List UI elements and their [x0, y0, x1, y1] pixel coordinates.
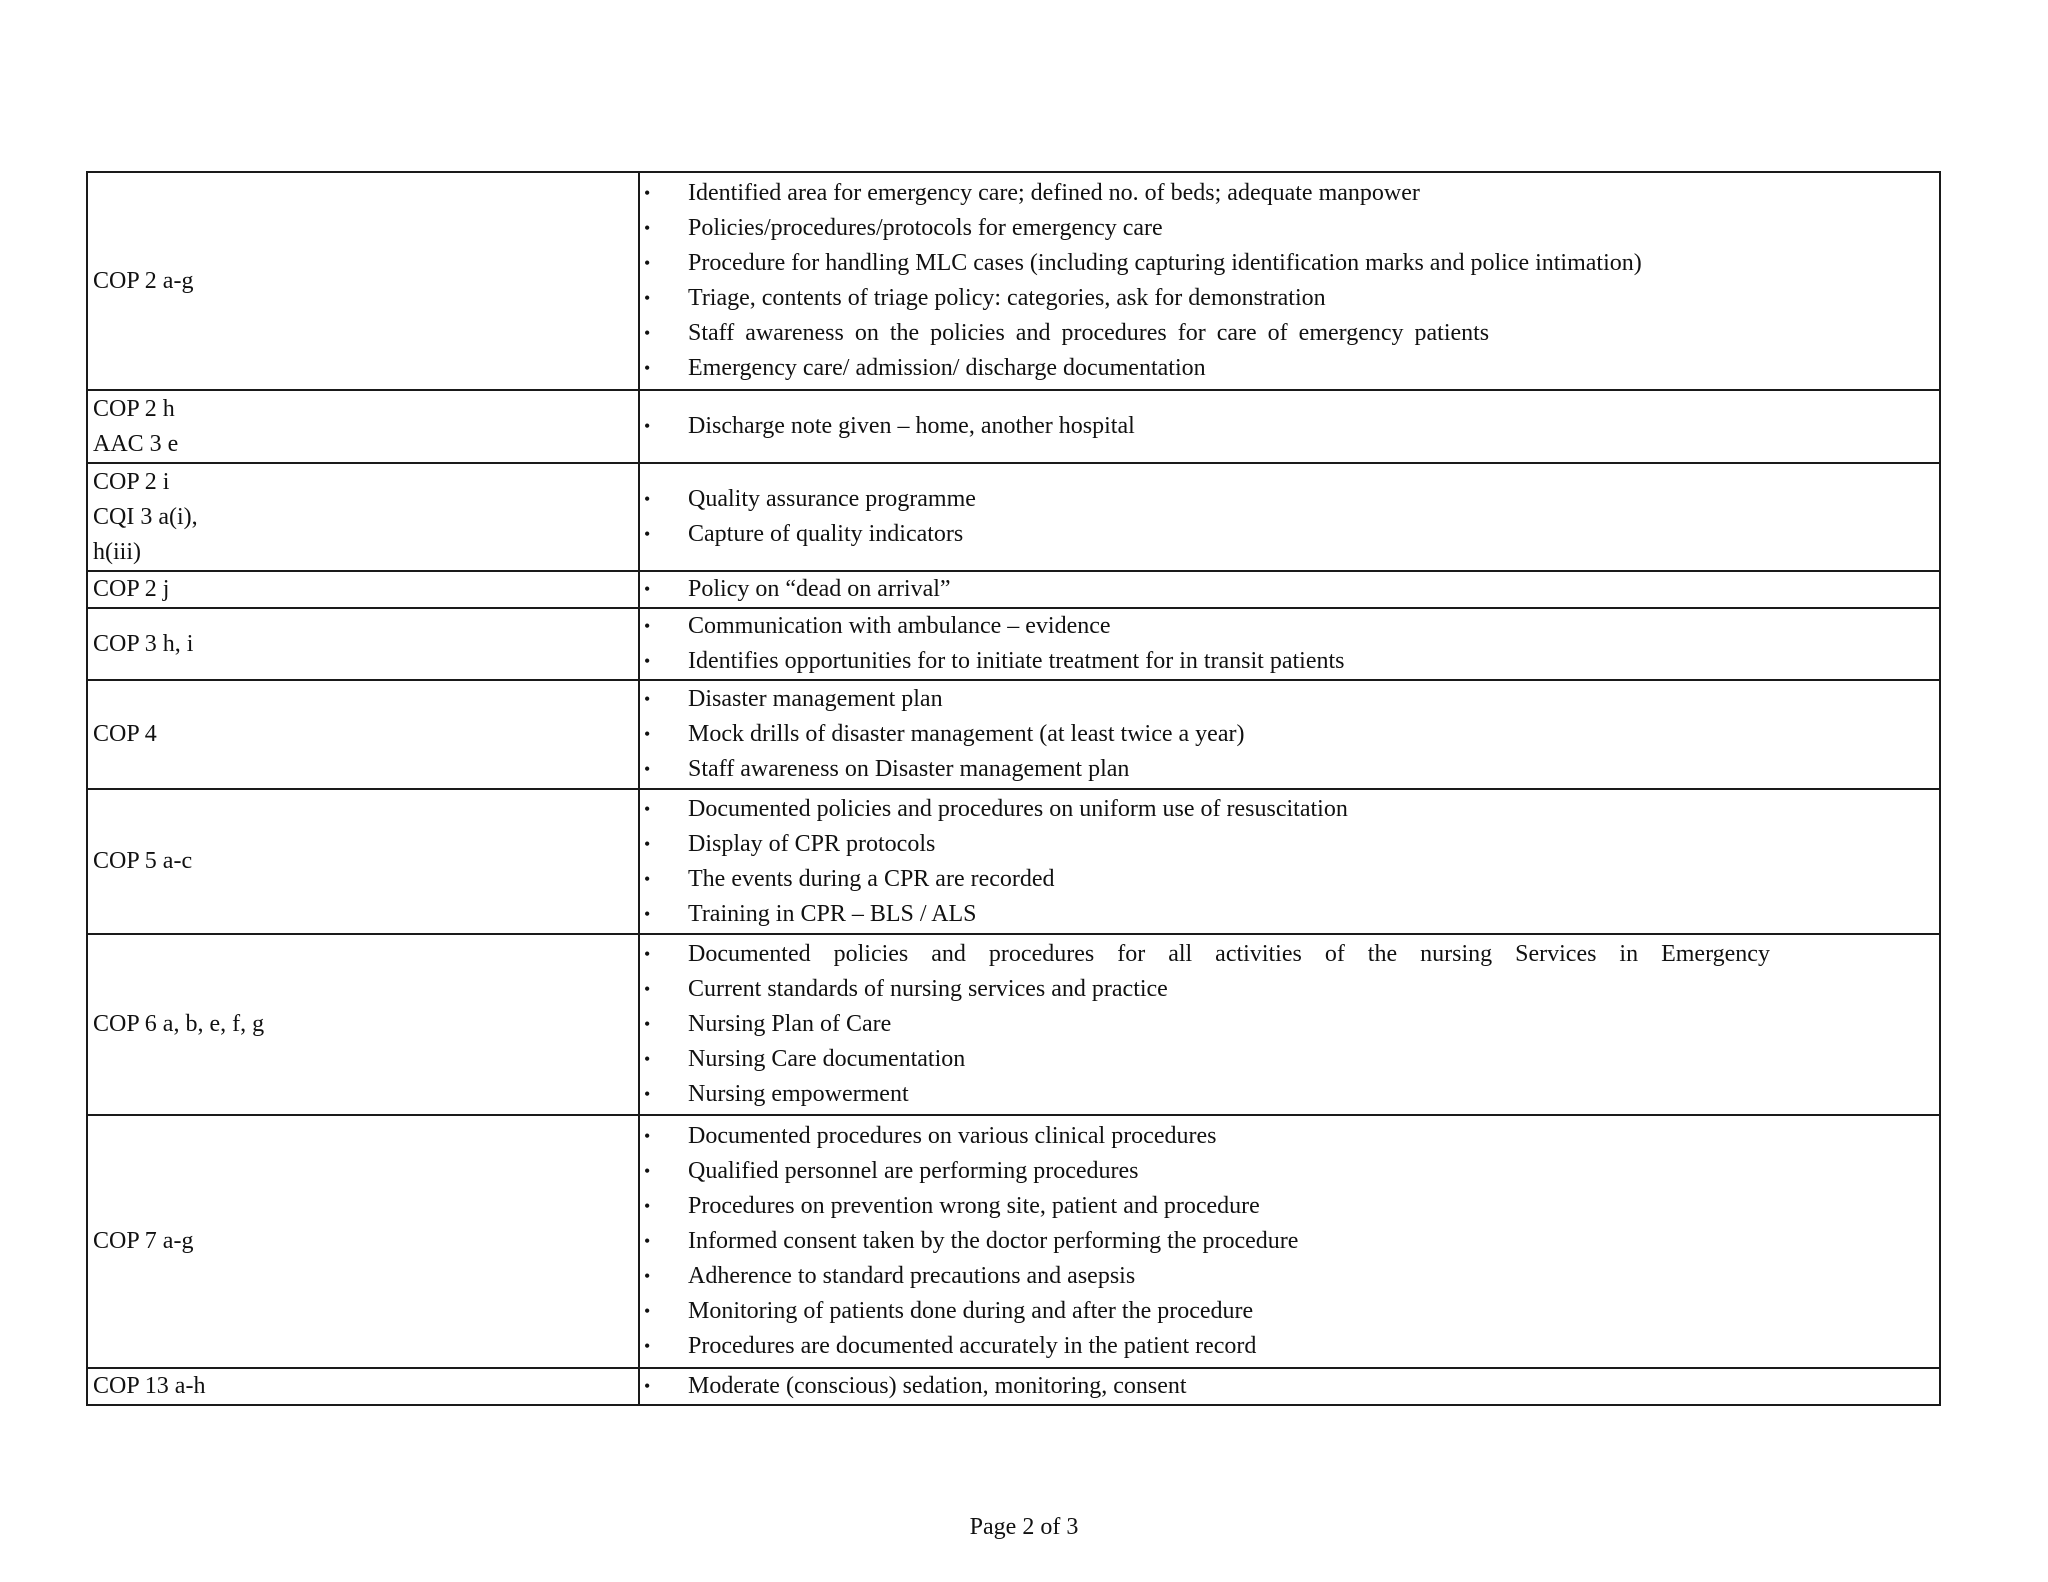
bullet-icon: • [644, 524, 651, 544]
table-row [87, 1115, 1940, 1368]
bullet-icon: • [644, 1301, 651, 1321]
standard-reference: COP 3 h, i [93, 630, 194, 657]
checklist-item [640, 1154, 1939, 1189]
standard-reference: COP 2 h [93, 395, 175, 422]
checklist-item [640, 1369, 1939, 1404]
checklist-items [640, 792, 1939, 932]
bullet-icon: • [644, 798, 651, 819]
bullet-icon: • [644, 944, 651, 964]
standard-reference-cell [87, 789, 639, 934]
bullet-icon: • [644, 579, 651, 599]
checklist-cell [639, 172, 1940, 390]
checklist-item [640, 1224, 1939, 1259]
checklist-item-text: Nursing empowerment [688, 1081, 909, 1107]
checklist-item [640, 517, 1939, 552]
standard-reference: COP 7 a-g [93, 1228, 194, 1254]
bullet-icon: • [644, 1196, 651, 1216]
bullet-icon: • [644, 183, 651, 203]
checklist-item-text: Staff awareness on Disaster management plan [688, 756, 1130, 782]
checklist-item [640, 1077, 1939, 1112]
checklist-item [640, 1259, 1939, 1294]
standard-reference: COP 13 a-h [93, 1373, 206, 1399]
checklist-item [640, 176, 1939, 211]
table-row [87, 390, 1940, 463]
checklist-items [640, 682, 1939, 787]
checklist-item [640, 572, 1939, 607]
table-row [87, 172, 1940, 390]
checklist-item [640, 682, 1939, 717]
checklist-item-text: Documented policies and procedures for all activities of the nursing Services in Emergency [688, 941, 1770, 967]
bullet-icon: • [644, 979, 651, 999]
standard-reference: AAC 3 e [93, 430, 179, 457]
bullet-icon: • [644, 1266, 651, 1286]
bullet-icon: • [644, 724, 651, 744]
standard-reference: COP 4 [93, 721, 157, 747]
checklist-item [640, 246, 1939, 281]
checklist-item-text: Identifies opportunities for to initiate treatment for in transit patients [688, 648, 1345, 674]
checklist-item [640, 609, 1939, 644]
checklist-item-text: The events during a CPR are recorded [688, 865, 1055, 892]
standard-reference: COP 2 a-g [93, 267, 194, 294]
checklist-cell [639, 789, 1940, 934]
checklist-item-text: Current standards of nursing services and practice [688, 976, 1168, 1002]
checklist-items [640, 609, 1939, 679]
table-row [87, 934, 1940, 1115]
checklist-item [640, 1189, 1939, 1224]
table-row [87, 1368, 1940, 1405]
checklist-item [640, 281, 1939, 316]
checklist-item-text: Triage, contents of triage policy: categories, ask for demonstration [688, 285, 1326, 311]
checklist-item-text: Documented policies and procedures on uniform use of resuscitation [688, 795, 1348, 822]
bullet-icon: • [644, 1336, 651, 1356]
checklist-item [640, 937, 1939, 972]
standard-reference-cell [87, 1115, 639, 1368]
standard-reference-cell [87, 680, 639, 789]
checklist-item-text: Nursing Plan of Care [688, 1011, 892, 1037]
checklist-item [640, 897, 1939, 932]
bullet-icon: • [644, 1231, 651, 1251]
bullet-icon: • [644, 689, 651, 709]
checklist-item-text: Qualified personnel are performing procedures [688, 1158, 1139, 1184]
checklist-item [640, 1007, 1939, 1042]
bullet-icon: • [644, 1161, 651, 1181]
bullet-icon: • [644, 358, 651, 378]
checklist-item [640, 1119, 1939, 1154]
checklist-item-text: Procedures on prevention wrong site, patient and procedure [688, 1193, 1260, 1219]
bullet-icon: • [644, 1014, 651, 1034]
table-row [87, 463, 1940, 571]
bullet-icon: • [644, 416, 651, 436]
page-number: Page 2 of 3 [969, 1514, 1079, 1540]
bullet-icon: • [644, 903, 651, 924]
checklist-items [640, 1119, 1939, 1364]
checklist-cell [639, 1368, 1940, 1405]
checklist-item [640, 1329, 1939, 1364]
bullet-icon: • [644, 868, 651, 889]
checklist-item [640, 972, 1939, 1007]
checklist-item [640, 1294, 1939, 1329]
checklist-item-text: Capture of quality indicators [688, 521, 964, 547]
checklist-cell [639, 934, 1940, 1115]
bullet-icon: • [644, 489, 651, 509]
checklist-item-text: Monitoring of patients done during and after the procedure [688, 1298, 1254, 1324]
checklist-item-text: Emergency care/ admission/ discharge documentation [688, 355, 1206, 381]
checklist-item-text: Moderate (conscious) sedation, monitoring, consent [688, 1373, 1187, 1399]
standards-table [86, 171, 1941, 1406]
checklist-item-text: Procedures are documented accurately in the patient record [688, 1333, 1257, 1359]
standard-reference: COP 6 a, b, e, f, g [93, 1011, 265, 1037]
checklist-item-text: Display of CPR protocols [688, 830, 936, 857]
checklist-item [640, 316, 1939, 351]
standard-reference-cell [87, 934, 639, 1115]
standard-reference-cell [87, 608, 639, 680]
bullet-icon: • [644, 833, 651, 854]
checklist-cell [639, 390, 1940, 463]
bullet-icon: • [644, 616, 651, 636]
standard-reference: COP 2 j [93, 576, 170, 602]
checklist-item [640, 862, 1939, 897]
checklist-items [640, 176, 1939, 386]
standard-reference: COP 2 i [93, 468, 170, 495]
checklist-item-text: Communication with ambulance – evidence [688, 613, 1111, 639]
checklist-item-text: Informed consent taken by the doctor performing the procedure [688, 1228, 1299, 1254]
bullet-icon: • [644, 1049, 651, 1069]
checklist-item [640, 351, 1939, 386]
checklist-item-text: Identified area for emergency care; defined no. of beds; adequate manpower [688, 180, 1420, 206]
checklist-item-text: Staff awareness on the policies and procedures for care of emergency patients [688, 320, 1490, 346]
checklist-cell [639, 680, 1940, 789]
checklist-item-text: Policies/procedures/protocols for emergency care [688, 215, 1163, 241]
checklist-item [640, 482, 1939, 517]
bullet-icon: • [644, 288, 651, 308]
checklist-item-text: Discharge note given – home, another hospital [688, 413, 1135, 439]
standard-reference-cell [87, 172, 639, 390]
checklist-item [640, 644, 1939, 679]
bullet-icon: • [644, 1126, 651, 1146]
checklist-item-text: Quality assurance programme [688, 486, 976, 512]
checklist-cell [639, 608, 1940, 680]
bullet-icon: • [644, 323, 651, 343]
checklist-cell [639, 1115, 1940, 1368]
bullet-icon: • [644, 1376, 651, 1396]
standard-reference-cell [87, 1368, 639, 1405]
checklist-items [640, 409, 1939, 444]
checklist-item [640, 827, 1939, 862]
checklist-item-text: Procedure for handling MLC cases (including capturing identification marks and police intimation) [688, 250, 1642, 276]
bullet-icon: • [644, 759, 651, 779]
checklist-items [640, 937, 1939, 1112]
checklist-items [640, 572, 1939, 607]
checklist-item [640, 752, 1939, 787]
checklist-items [640, 482, 1939, 552]
table-row [87, 680, 1940, 789]
checklist-item [640, 1042, 1939, 1077]
standard-reference: h(iii) [93, 538, 141, 565]
checklist-item [640, 717, 1939, 752]
checklist-item-text: Mock drills of disaster management (at least twice a year) [688, 721, 1245, 747]
checklist-item-text: Policy on “dead on arrival” [688, 576, 951, 602]
table-row [87, 571, 1940, 608]
checklist-item-text: Training in CPR – BLS / ALS [688, 900, 977, 927]
checklist-item [640, 792, 1939, 827]
checklist-item-text: Documented procedures on various clinical procedures [688, 1123, 1217, 1149]
standards-table-body [87, 172, 1940, 1405]
standard-reference: CQI 3 a(i), [93, 503, 198, 530]
bullet-icon: • [644, 253, 651, 273]
checklist-cell [639, 463, 1940, 571]
standard-reference: COP 5 a-c [93, 848, 193, 874]
standard-reference-cell [87, 390, 639, 463]
checklist-item-text: Disaster management plan [688, 686, 943, 712]
standard-reference-cell [87, 463, 639, 571]
checklist-item-text: Adherence to standard precautions and asepsis [688, 1263, 1136, 1289]
table-row [87, 608, 1940, 680]
bullet-icon: • [644, 651, 651, 671]
checklist-items [640, 1369, 1939, 1404]
bullet-icon: • [644, 218, 651, 238]
checklist-item [640, 409, 1939, 444]
checklist-item [640, 211, 1939, 246]
table-row [87, 789, 1940, 934]
checklist-cell [639, 571, 1940, 608]
bullet-icon: • [644, 1084, 651, 1104]
checklist-item-text: Nursing Care documentation [688, 1046, 966, 1072]
standard-reference-cell [87, 571, 639, 608]
